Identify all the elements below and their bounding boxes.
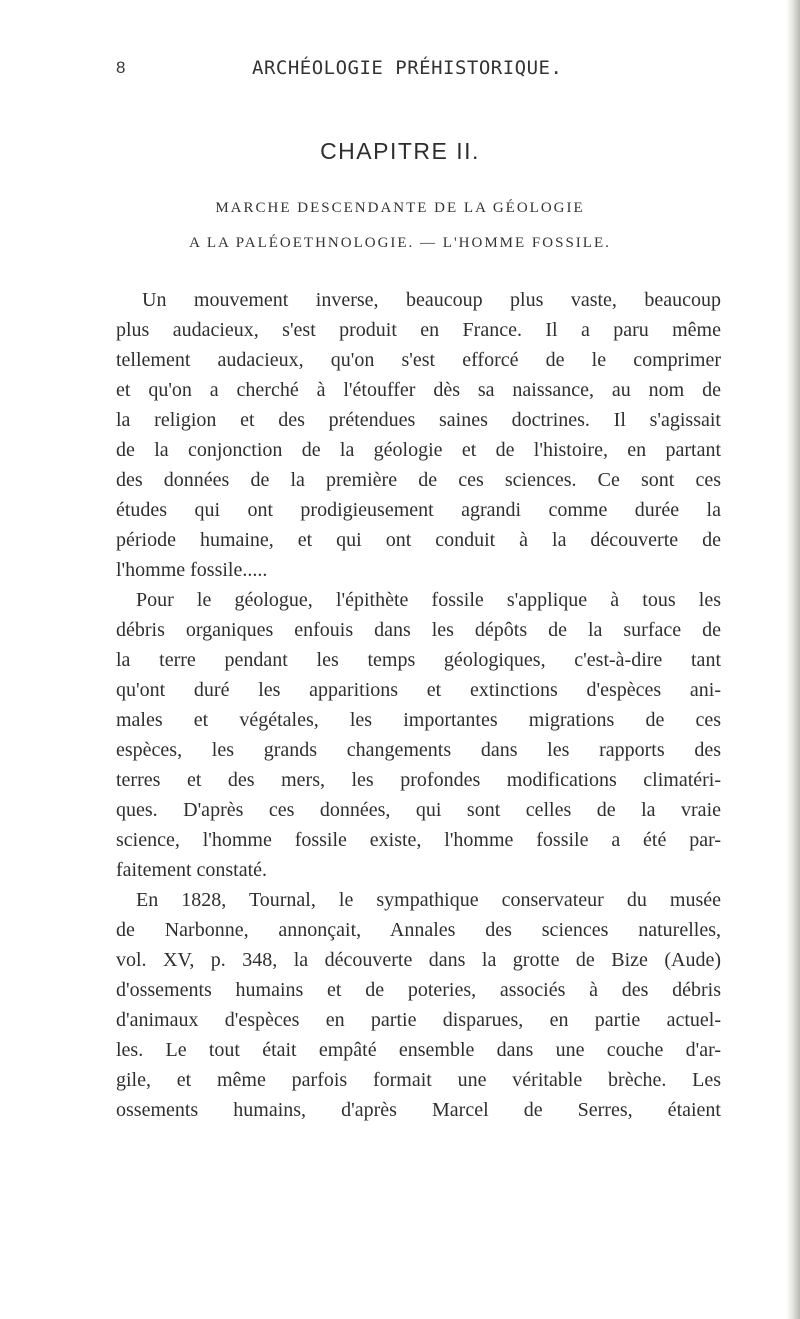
text-line: tellement audacieux, qu'on s'est efforcé de le comprimer: [116, 349, 721, 371]
body-text: [116, 285, 721, 1125]
text-line: vol. XV, p. 348, la découverte dans la grotte de Bize (Aude): [116, 949, 721, 971]
text-line: espèces, les grands changements dans les rapports des: [116, 739, 721, 761]
text-line: et qu'on a cherché à l'étouffer dès sa naissance, au nom de: [116, 379, 721, 401]
text-line: En 1828, Tournal, le sympathique conservateur du musée: [136, 889, 721, 911]
text-line: la religion et des prétendues saines doctrines. Il s'agissait: [116, 409, 721, 431]
text-line: les. Le tout était empâté ensemble dans une couche d'ar-: [116, 1039, 721, 1061]
text-line: qu'ont duré les apparitions et extinctions d'espèces ani-: [116, 679, 721, 701]
text-line: la terre pendant les temps géologiques, c'est-à-dire tant: [116, 649, 721, 671]
text-line: de Narbonne, annonçait, Annales des sciences naturelles,: [116, 919, 721, 941]
chapter-title: CHAPITRE II.: [320, 138, 480, 164]
text-line: débris organiques enfouis dans les dépôts de la surface de: [116, 619, 721, 641]
text-line: males et végétales, les importantes migrations de ces: [116, 709, 721, 731]
text-line: plus audacieux, s'est produit en France. Il a paru même: [116, 319, 721, 341]
chapter-subtitle-line-2: A LA PALÉOETHNOLOGIE. — L'HOMME FOSSILE.: [189, 235, 611, 251]
text-line: gile, et même parfois formait une véritable brèche. Les: [116, 1069, 721, 1091]
text-line: d'animaux d'espèces en partie disparues, en partie actuel-: [116, 1009, 721, 1031]
text-line: ques. D'après ces données, qui sont celles de la vraie: [116, 799, 721, 821]
text-line: d'ossements humains et de poteries, associés à des débris: [116, 979, 721, 1001]
text-line: Un mouvement inverse, beaucoup plus vaste, beaucoup: [142, 289, 721, 311]
text-line: l'homme fossile.....: [116, 559, 268, 581]
running-title: ARCHÉOLOGIE PRÉHISTORIQUE.: [252, 57, 563, 79]
text-line: ossements humains, d'après Marcel de Serres, étaient: [116, 1099, 721, 1121]
page-edge-shadow: [786, 0, 800, 1319]
running-head: [0, 52, 800, 92]
chapter-subtitle-line-1: MARCHE DESCENDANTE DE LA GÉOLOGIE: [215, 200, 585, 216]
text-line: des données de la première de ces sciences. Ce sont ces: [116, 469, 721, 491]
text-line: Pour le géologue, l'épithète fossile s'applique à tous les: [136, 589, 721, 611]
page-number: 8: [116, 58, 127, 77]
text-line: de la conjonction de la géologie et de l'histoire, en partant: [116, 439, 721, 461]
text-line: faitement constaté.: [116, 859, 268, 881]
text-line: science, l'homme fossile existe, l'homme fossile a été par-: [116, 829, 721, 851]
text-line: période humaine, et qui ont conduit à la découverte de: [116, 529, 721, 551]
text-line: études qui ont prodigieusement agrandi comme durée la: [116, 499, 721, 521]
text-line: terres et des mers, les profondes modifications climatéri-: [116, 769, 721, 791]
